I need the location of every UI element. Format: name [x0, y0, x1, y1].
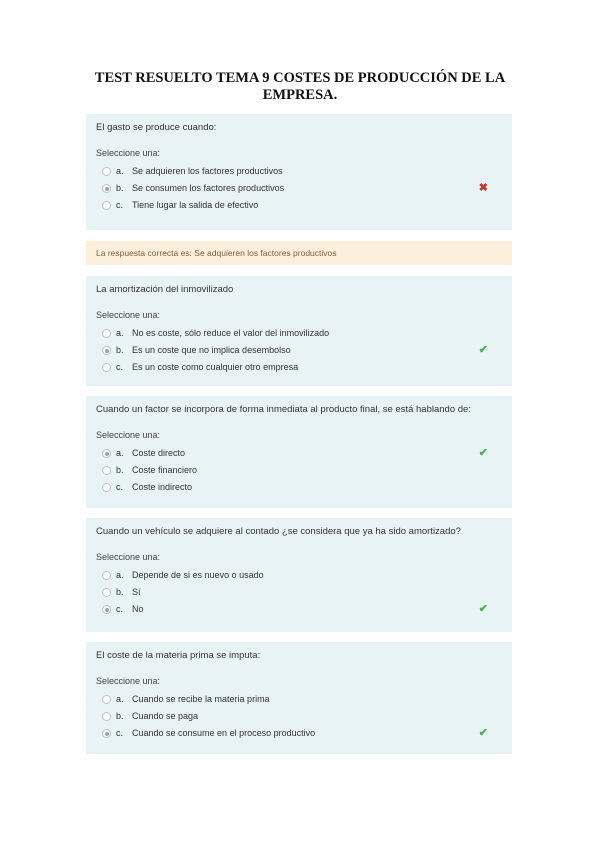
- radio-button[interactable]: [102, 466, 111, 475]
- question-text: El gasto se produce cuando:: [96, 122, 217, 133]
- correct-answer-feedback: La respuesta correcta es: Se adquieren los factores productivos: [86, 241, 512, 265]
- radio-button-selected[interactable]: [102, 346, 111, 355]
- question-card-4: [86, 518, 512, 632]
- option-a[interactable]: a. Coste directo ✔: [96, 445, 502, 462]
- check-icon: ✔: [478, 727, 488, 739]
- select-label: Seleccione una:: [96, 552, 161, 562]
- question-text: La amortización del inmovilizado: [96, 284, 234, 295]
- check-icon: ✔: [478, 603, 488, 615]
- option-b[interactable]: b. Es un coste que no implica desembolso ✔: [96, 342, 502, 359]
- radio-button[interactable]: [102, 571, 111, 580]
- radio-button[interactable]: [102, 329, 111, 338]
- option-b[interactable]: b. Coste financiero: [96, 462, 502, 479]
- question-card-1: [86, 114, 512, 230]
- radio-button-selected[interactable]: [102, 605, 111, 614]
- select-label: Seleccione una:: [96, 310, 161, 320]
- question-card-3: [86, 396, 512, 508]
- radio-button[interactable]: [102, 363, 111, 372]
- radio-button[interactable]: [102, 695, 111, 704]
- radio-button-selected[interactable]: [102, 449, 111, 458]
- radio-button-selected[interactable]: [102, 729, 111, 738]
- option-b[interactable]: b. Cuando se paga: [96, 708, 502, 725]
- option-b[interactable]: b. Se consumen los factores productivos ✖: [96, 180, 502, 197]
- check-icon: ✔: [478, 344, 488, 356]
- option-c[interactable]: c. Es un coste como cualquier otro empresa: [96, 359, 502, 376]
- option-c[interactable]: c. Tiene lugar la salida de efectivo: [96, 197, 502, 214]
- question-card-5: [86, 642, 512, 754]
- question-text: Cuando un vehículo se adquiere al contado ¿se considera que ya ha sido amortizado?: [96, 526, 461, 537]
- option-a[interactable]: a. Se adquieren los factores productivos: [96, 163, 502, 180]
- radio-button[interactable]: [102, 483, 111, 492]
- cross-icon: ✖: [478, 182, 488, 194]
- page-title: TEST RESUELTO TEMA 9 COSTES DE PRODUCCIÓN DE LA EMPRESA.: [94, 70, 506, 103]
- option-b[interactable]: b. Sí: [96, 584, 502, 601]
- option-c[interactable]: c. Coste indirecto: [96, 479, 502, 496]
- select-label: Seleccione una:: [96, 148, 161, 158]
- select-label: Seleccione una:: [96, 430, 161, 440]
- select-label: Seleccione una:: [96, 676, 161, 686]
- option-a[interactable]: a. No es coste, sólo reduce el valor del inmovilizado: [96, 325, 502, 342]
- question-card-2: [86, 276, 512, 386]
- option-a[interactable]: a. Depende de si es nuevo o usado: [96, 567, 502, 584]
- radio-button[interactable]: [102, 201, 111, 210]
- question-text: Cuando un factor se incorpora de forma inmediata al producto final, se está hablando de:: [96, 404, 471, 415]
- radio-button-selected[interactable]: [102, 184, 111, 193]
- check-icon: ✔: [478, 447, 488, 459]
- option-a[interactable]: a. Cuando se recibe la materia prima: [96, 691, 502, 708]
- option-c[interactable]: c. No ✔: [96, 601, 502, 618]
- question-text: El coste de la materia prima se imputa:: [96, 650, 261, 661]
- option-c[interactable]: c. Cuando se consume en el proceso productivo ✔: [96, 725, 502, 742]
- radio-button[interactable]: [102, 712, 111, 721]
- radio-button[interactable]: [102, 167, 111, 176]
- radio-button[interactable]: [102, 588, 111, 597]
